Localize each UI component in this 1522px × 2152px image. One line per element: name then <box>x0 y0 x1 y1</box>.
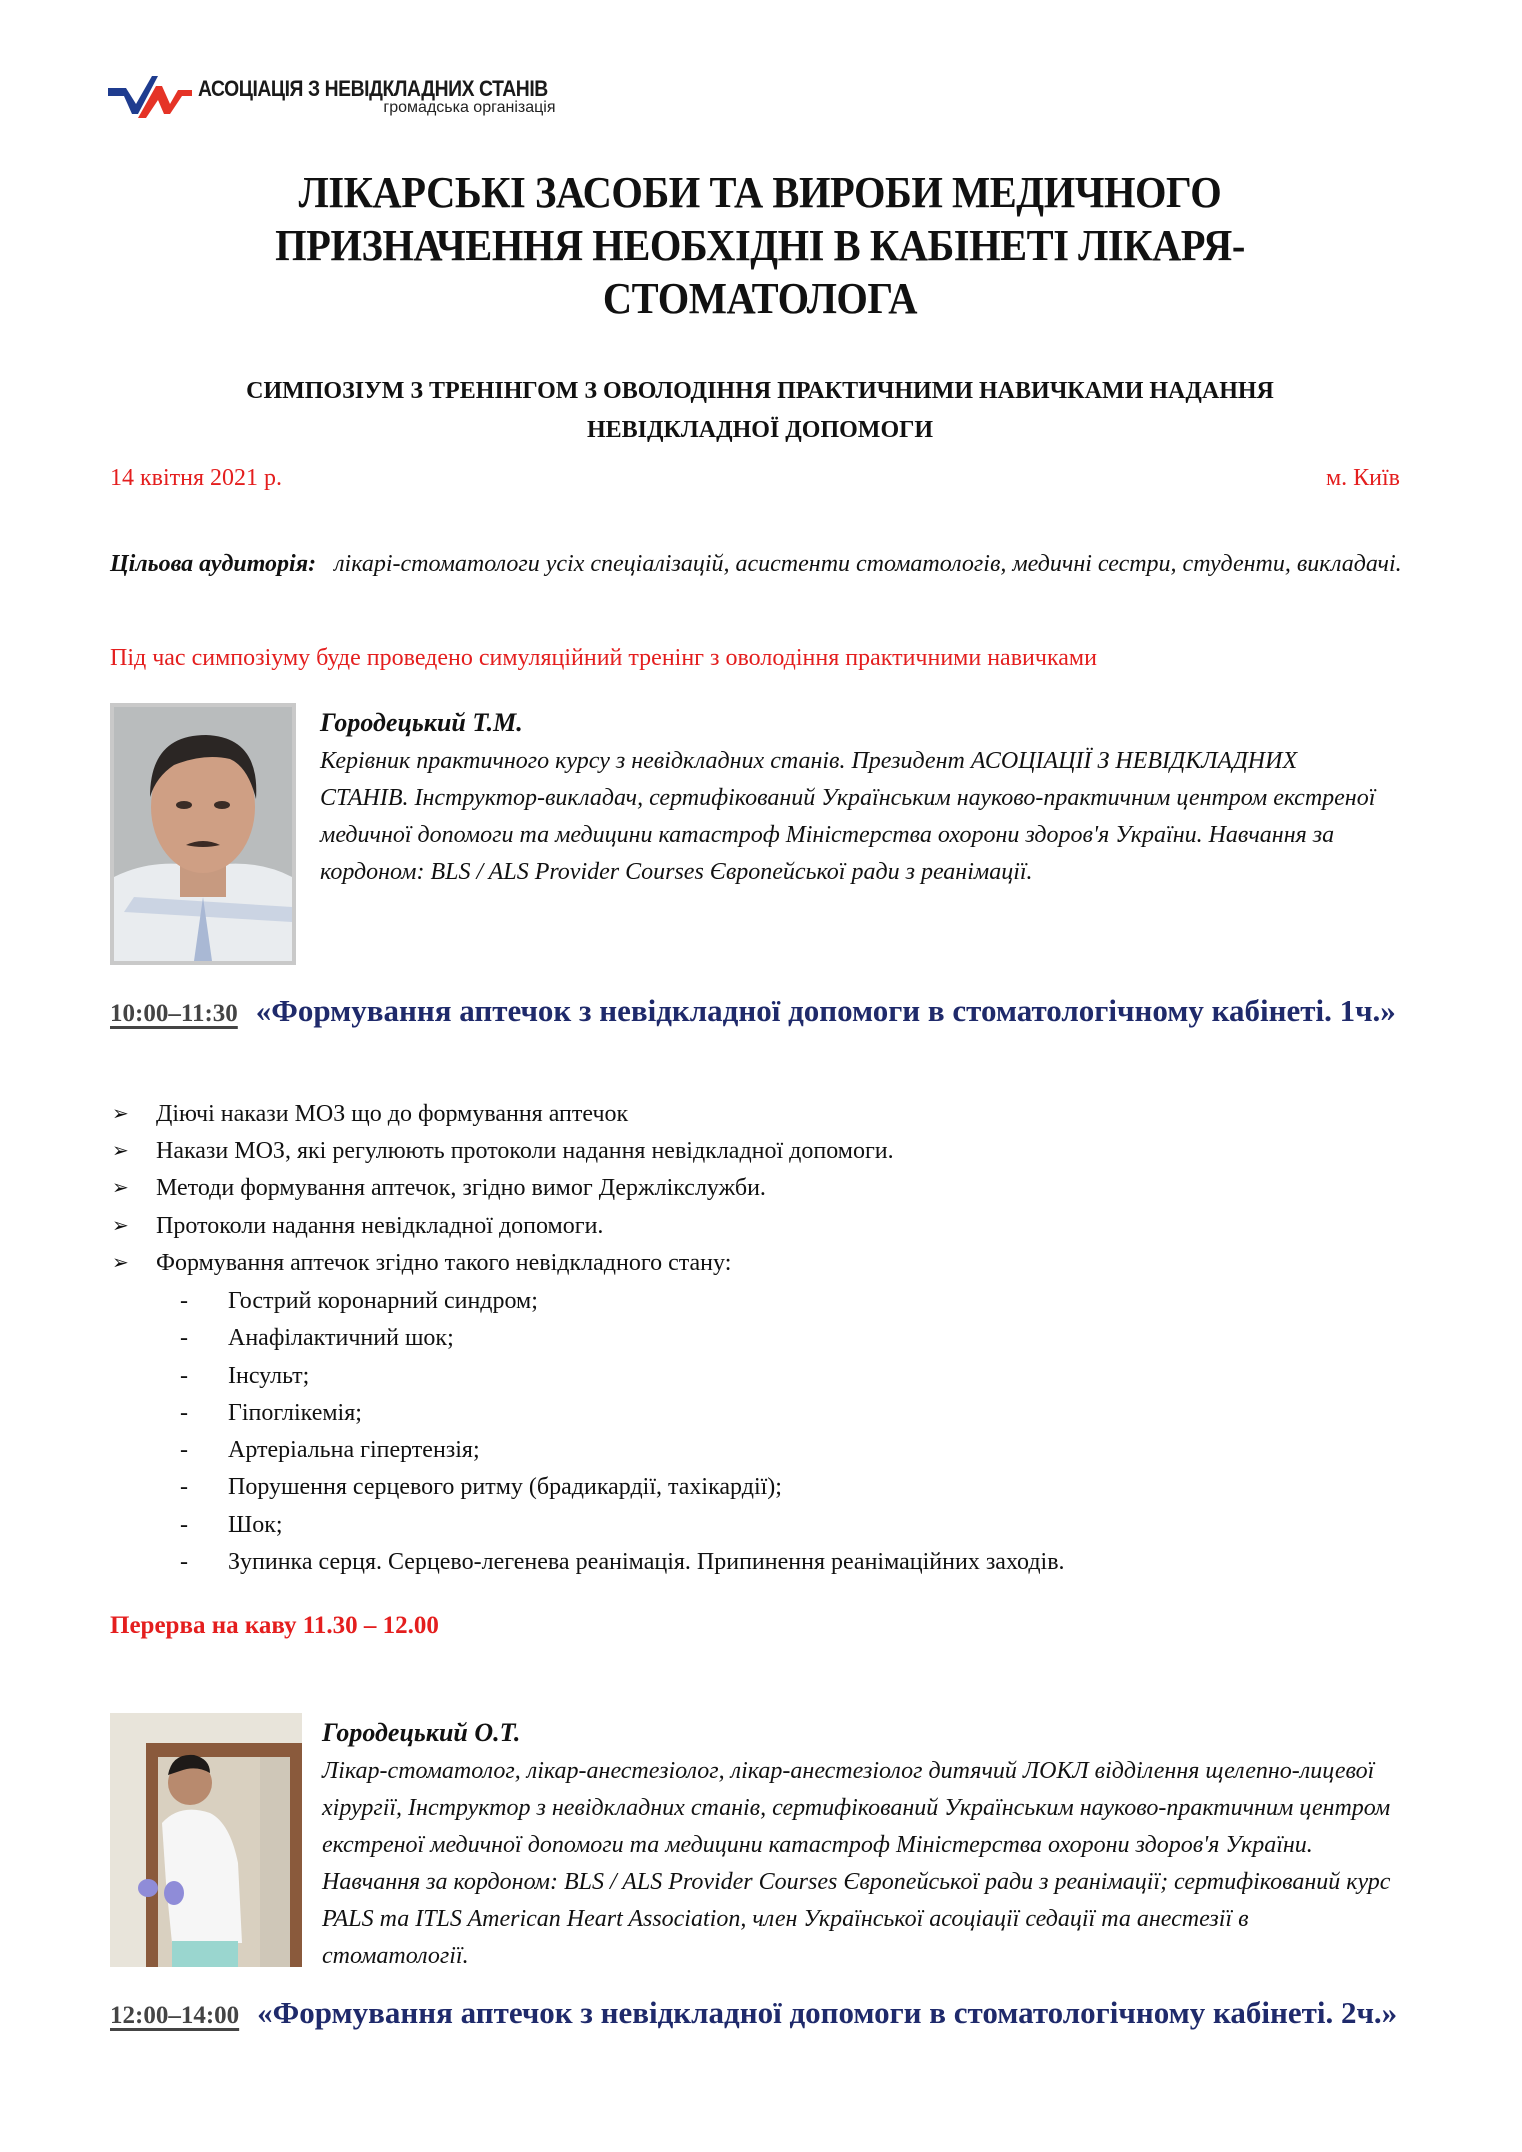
session-title: «Формування аптечок з невідкладної допомоги в стоматологічному кабінеті. 1ч.» <box>255 993 1396 1028</box>
list-item: - Зупинка серця. Серцево-легенева реанімація. Припинення реанімаційних заходів. <box>180 1544 1065 1581</box>
list-item: ➢ Накази МОЗ, які регулюють протоколи надання невідкладної допомоги. <box>110 1133 894 1170</box>
speaker-name: Городецький О.Т. <box>322 1718 521 1747</box>
arrow-bullet-icon: ➢ <box>112 1103 129 1125</box>
dash-bullet-icon: - <box>180 1325 188 1352</box>
session-topics-list <box>110 1096 894 1282</box>
list-item: - Шок; <box>180 1507 1065 1544</box>
subtitle-line: СИМПОЗІУМ З ТРЕНІНГОМ З ОВОЛОДІННЯ ПРАКТИЧНИМИ НАВИЧКАМИ НАДАННЯ <box>246 378 1274 404</box>
list-item: - Анафілактичний шок; <box>180 1320 1065 1357</box>
list-item: ➢ Протоколи надання невідкладної допомоги. <box>110 1208 894 1245</box>
session-heading <box>110 1992 1410 2036</box>
speaker-name: Городецький Т.М. <box>320 708 523 737</box>
list-item: - Порушення серцевого ритму (брадикардії, тахікардії); <box>180 1469 1065 1506</box>
title-line: ПРИЗНАЧЕННЯ НЕОБХІДНІ В КАБІНЕТІ ЛІКАРЯ- <box>275 221 1245 270</box>
speaker-bio: Керівник практичного курсу з невідкладних станів. Президент АСОЦІАЦІЇ З НЕВІДКЛАДНИХ СТАНІВ. Інструктор-викладач, сертифікований Українським науково-практичним центром екстреної медичної допомоги та медицини катастроф Міністерства охорони здоров'я України. Навчання за кордоном: BLS / ALS Provider Courses Європейської ради з реанімації. <box>320 748 1376 885</box>
event-subtitle <box>110 372 1410 450</box>
title-line: СТОМАТОЛОГА <box>602 274 918 323</box>
session-heading <box>110 990 1410 1034</box>
speaker-photo <box>110 703 296 965</box>
dash-bullet-icon: - <box>180 1474 188 1501</box>
audience-text: лікарі-стоматологи усіх спеціалізацій, асистенти стоматологів, медичні сестри, студенти, викладачі. <box>334 551 1402 577</box>
speaker-card <box>110 703 1390 965</box>
dash-bullet-icon: - <box>180 1399 188 1426</box>
arrow-bullet-icon: ➢ <box>112 1140 129 1163</box>
session-time: 10:00–11:30 <box>110 1000 238 1027</box>
session-time: 12:00–14:00 <box>110 2002 240 2029</box>
list-item: - Артеріальна гіпертензія; <box>180 1432 1065 1469</box>
list-item: - Інсульт; <box>180 1358 1065 1395</box>
speaker-photo <box>110 1713 302 1967</box>
coffee-break: Перерва на каву 11.30 – 12.00 <box>110 1612 439 1639</box>
logo-subtitle: громадська організація <box>383 99 556 116</box>
list-item: - Гіпоглікемія; <box>180 1395 1065 1432</box>
dash-bullet-icon: - <box>180 1362 188 1389</box>
dash-bullet-icon: - <box>180 1437 188 1464</box>
logo-mark-icon <box>108 74 192 120</box>
event-city: м. Київ <box>1325 465 1400 491</box>
target-audience <box>110 546 1410 582</box>
emergency-states-list <box>180 1283 1065 1581</box>
logo-name: АСОЦІАЦІЯ З НЕВІДКЛАДНИХ СТАНІВ <box>198 76 548 101</box>
audience-label: Цільова аудиторія: <box>110 551 317 577</box>
simulation-note: Під час симпозіуму буде проведено симуляційний тренінг з оволодіння практичними навичками <box>110 645 1097 671</box>
list-item: - Гострий коронарний синдром; <box>180 1283 1065 1320</box>
speaker-details <box>322 1713 1392 1975</box>
subtitle-line: НЕВІДКЛАДНОЇ ДОПОМОГИ <box>586 417 934 443</box>
organization-logo <box>108 72 596 122</box>
speaker-bio: Лікар-стоматолог, лікар-анестезіолог, лікар-анестезіолог дитячий ЛОКЛ відділення щелепно-лицевої хірургії, Інструктор з невідкладних станів, сертифікований Українським науково-практичним центром екстреної медичної допомоги та медицини катастроф Міністерства охорони здоров'я України. Навчання за кордоном: BLS / ALS Provider Courses Європейської ради з реанімації; сертифікований курс PALS та ITLS American Heart Association, член Української асоціації седації та анестезії в стоматології. <box>322 1758 1391 1969</box>
session-title: «Формування аптечок з невідкладної допомоги в стоматологічному кабінеті. 2ч.» <box>257 1995 1398 2030</box>
dash-bullet-icon: - <box>180 1549 188 1576</box>
page-title <box>162 166 1358 325</box>
list-item: ➢ Методи формування аптечок, згідно вимог Держлікслужби. <box>110 1170 894 1207</box>
title-line: ЛІКАРСЬКІ ЗАСОБИ ТА ВИРОБИ МЕДИЧНОГО <box>298 168 1222 217</box>
arrow-bullet-icon: ➢ <box>112 1177 129 1200</box>
dash-bullet-icon: - <box>180 1288 188 1314</box>
dash-bullet-icon: - <box>180 1511 188 1538</box>
speaker-card <box>110 1713 1392 1975</box>
list-item: ➢ Формування аптечок згідно такого невідкладного стану: <box>110 1245 894 1282</box>
list-item: ➢ Діючі накази МОЗ що до формування аптечок <box>110 1096 894 1133</box>
speaker-details <box>320 703 1390 965</box>
arrow-bullet-icon: ➢ <box>112 1214 129 1237</box>
event-date: 14 квітня 2021 р. <box>110 465 283 491</box>
arrow-bullet-icon: ➢ <box>112 1251 129 1274</box>
